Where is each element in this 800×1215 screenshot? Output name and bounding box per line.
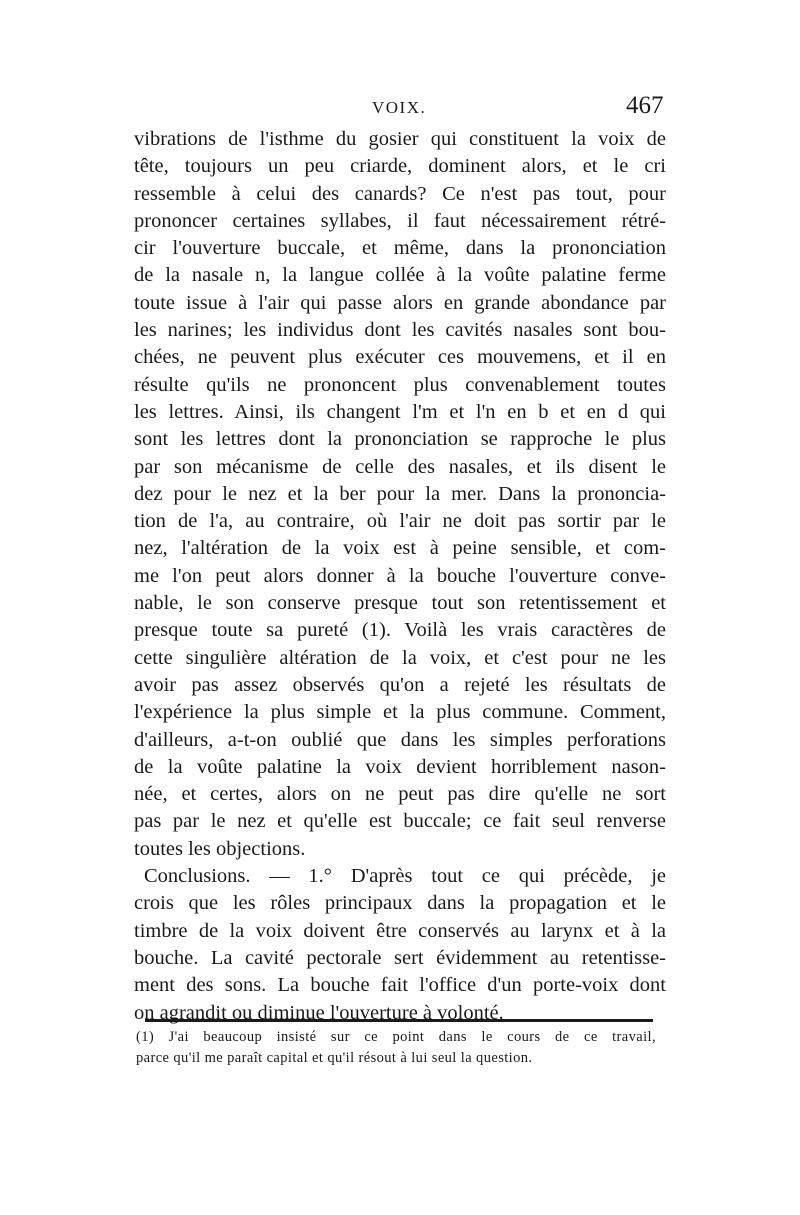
text-line: née, et certes, alors on ne peut pas dire qu'elle ne sort: [134, 783, 666, 806]
text-line: bouche. La cavité pectorale sert évidemment au retentisse-: [134, 946, 666, 969]
text-line: toute issue à l'air qui passe alors en grande abondance par: [134, 291, 666, 314]
page-number: 467: [626, 92, 664, 119]
text-line: tête, toujours un peu criarde, dominent alors, et le cri: [134, 155, 666, 178]
text-line: ment des sons. La bouche fait l'office d'un porte-voix dont: [134, 974, 666, 997]
text-line: cir l'ouverture buccale, et même, dans la prononciation: [134, 237, 666, 260]
text-line: les narines; les individus dont les cavités nasales sont bou-: [134, 319, 666, 342]
text-line: vibrations de l'isthme du gosier qui constituent la voix de: [134, 128, 666, 150]
text-line: crois que les rôles principaux dans la propagation et le: [134, 892, 666, 915]
text-line: presque toute sa pureté (1). Voilà les vrais caractères de: [134, 619, 666, 642]
text-line: résulte qu'ils ne prononcent plus convenablement toutes: [134, 373, 666, 396]
text-line: ressemble à celui des canards? Ce n'est pas tout, pour: [134, 182, 666, 205]
text-line: pas par le nez et qu'elle est buccale; ce fait seul renverse: [134, 810, 666, 833]
text-line: me l'on peut alors donner à la bouche l'ouverture conve-: [134, 564, 666, 587]
text-line: prononcer certaines syllabes, il faut nécessairement rétré-: [134, 209, 666, 232]
text-line: de la voûte palatine la voix devient horriblement nason-: [134, 755, 666, 778]
text-line: par son mécanisme de celle des nasales, et ils disent le: [134, 455, 666, 478]
text-line: tion de l'a, au contraire, où l'air ne doit pas sortir par le: [134, 510, 666, 533]
text-line: d'ailleurs, a-t-on oublié que dans les simples perforations: [134, 728, 666, 751]
text-line: chées, ne peuvent plus exécuter ces mouvemens, et il en: [134, 346, 666, 369]
text-line: sont les lettres dont la prononciation se rapproche le plus: [134, 428, 666, 451]
footnote: [136, 1027, 656, 1069]
conclusions-first-line: Conclusions. — 1.° D'après tout ce qui précède, je: [144, 865, 666, 888]
paragraph-end-line: on agrandit ou diminue l'ouverture à volonté.: [134, 1001, 504, 1024]
text-line: de la nasale n, la langue collée à la voûte palatine ferme: [134, 264, 666, 287]
footnote-line: (1) J'ai beaucoup insisté sur ce point dans le cours de ce travail,: [136, 1029, 656, 1045]
text-line: timbre de la voix doivent être conservés au larynx et à la: [134, 919, 666, 942]
text-line: cette singulière altération de la voix, et c'est pour ne les: [134, 646, 666, 669]
text-line: dez pour le nez et la ber pour la mer. Dans la prononcia-: [134, 482, 666, 505]
paragraph-end-line: toutes les objections.: [134, 837, 306, 860]
text-line: nez, l'altération de la voix est à peine sensible, et com-: [134, 537, 666, 560]
running-head: [0, 92, 800, 122]
text-line: nable, le son conserve presque tout son retentissement et: [134, 592, 666, 615]
footnote-rule: [145, 1019, 653, 1022]
text-line: l'expérience la plus simple et la plus commune. Comment,: [134, 701, 666, 724]
text-line: avoir pas assez observés qu'on a rejeté les résultats de: [134, 673, 666, 696]
running-title: VOIX.: [372, 98, 427, 117]
body-text: [134, 126, 666, 1027]
text-line: les lettres. Ainsi, ils changent l'm et l'n en b et en d qui: [134, 400, 666, 423]
footnote-line: parce qu'il me paraît capital et qu'il résout à lui seul la question.: [136, 1050, 533, 1066]
